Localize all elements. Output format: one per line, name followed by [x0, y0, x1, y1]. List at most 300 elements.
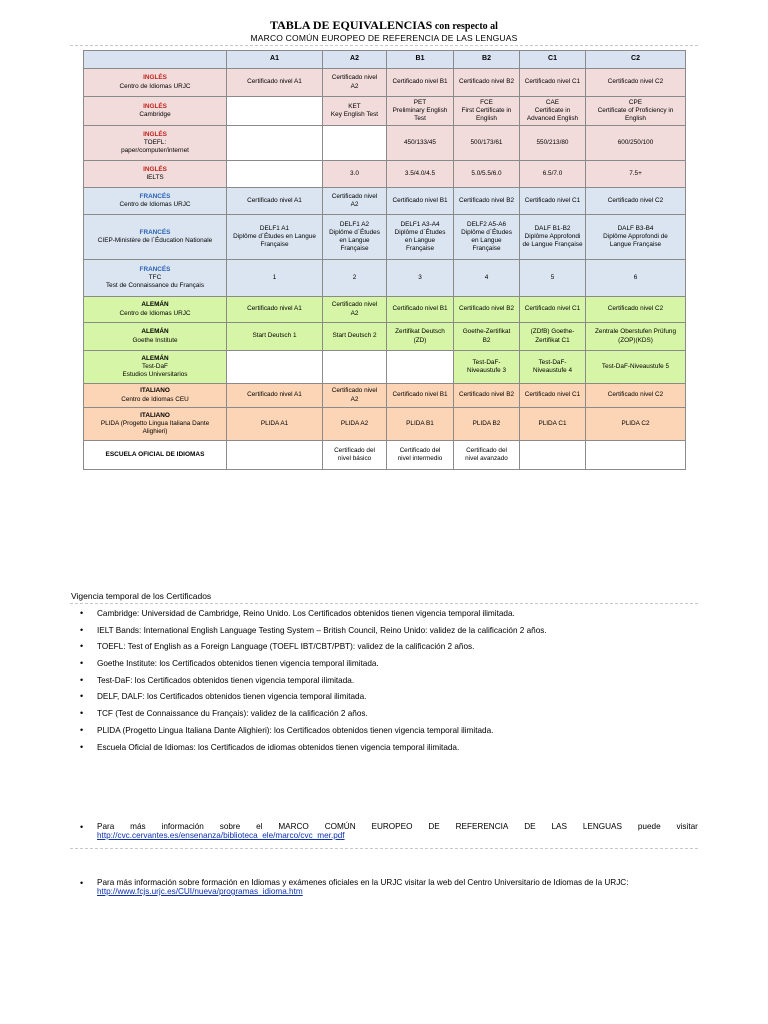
- cell-line: PLIDA C1: [538, 419, 567, 427]
- cell-line: CAE: [545, 98, 560, 106]
- word: COMÚN: [324, 822, 356, 831]
- vigencia-item-text: DELF, DALF: los Certificados obtenidos tienen vigencia temporal ilimitada.: [97, 692, 367, 702]
- cell-line: Diplôme d´Études en Langue: [233, 232, 316, 240]
- cell-line: 3: [418, 273, 422, 281]
- cell-a1: [227, 215, 323, 260]
- divider: [70, 603, 698, 604]
- cell-line: Langue Française: [609, 241, 662, 249]
- institution-cell: [84, 323, 227, 351]
- cell-line: Certificado nivel C2: [607, 196, 664, 204]
- cell-line: Goethe-Zertifikat: [462, 328, 511, 336]
- cell-line: Test-DaF-: [472, 358, 501, 366]
- cell-a1: [227, 260, 323, 297]
- institution-cell: [84, 215, 227, 260]
- cell-a2: [323, 260, 387, 297]
- cell-b1: [387, 297, 454, 323]
- cell-line: (ZD): [413, 336, 427, 344]
- cell-c1: [520, 215, 586, 260]
- document-subtitle: MARCO COMÚN EUROPEO DE REFERENCIA DE LAS LENGUAS: [250, 33, 518, 43]
- word: Para: [97, 822, 115, 831]
- cell-line: Certificate in: [534, 106, 571, 114]
- word: el: [256, 822, 263, 831]
- cell-a2: [323, 297, 387, 323]
- cell-line: Test-DaF-Niveaustufe 5: [601, 362, 670, 370]
- cell-b2: [454, 297, 520, 323]
- cell-line: A2: [350, 309, 359, 317]
- cell-line: PLIDA A1: [260, 419, 289, 427]
- cell-line: Française: [340, 245, 369, 253]
- cell-c1: [520, 260, 586, 297]
- cell-b1: [387, 441, 454, 470]
- language-label: INGLÉS: [143, 165, 167, 173]
- table-row: [84, 323, 686, 351]
- institution-cell: [84, 126, 227, 161]
- cell-line: Start Deutsch 2: [332, 332, 377, 340]
- cell-b1: [387, 188, 454, 215]
- language-label: ALEMÁN: [141, 301, 169, 309]
- table-row: [84, 297, 686, 323]
- cell-line: Certificado nivel: [331, 387, 378, 395]
- cell-line: Zertifikat C1: [535, 336, 570, 344]
- cell-b1: [387, 126, 454, 161]
- cell-line: Certificado nivel: [331, 192, 378, 200]
- cell-line: 6.5/7.0: [542, 169, 563, 177]
- cell-a2: [323, 351, 387, 384]
- institution-cell: [84, 351, 227, 384]
- cell-line: Centro de Idiomas CEU: [121, 395, 189, 403]
- table-row: [84, 215, 686, 260]
- cell-a1: [227, 126, 323, 161]
- cell-line: Française: [472, 245, 501, 253]
- cell-b2: [454, 97, 520, 126]
- divider: [70, 848, 698, 849]
- institution-cell: [84, 161, 227, 188]
- cell-b1: [387, 384, 454, 408]
- cell-c2: [586, 69, 686, 97]
- cell-b2: [454, 260, 520, 297]
- cell-line: PLIDA B1: [406, 419, 434, 427]
- table-row: [84, 69, 686, 97]
- cervantes-link[interactable]: http://cvc.cervantes.es/ensenanza/biblioteca_ele/marco/cvc_mer.pdf: [97, 831, 345, 840]
- cell-line: Certificado nivel B2: [458, 391, 515, 399]
- cell-line: Certificado nivel B2: [458, 78, 515, 86]
- cell-a2: [323, 69, 387, 97]
- cell-line: Certificado nivel B1: [392, 196, 448, 204]
- language-label: ALEMÁN: [141, 328, 169, 336]
- cell-line: DELF1 A3-A4: [400, 220, 440, 228]
- cell-a1: [227, 384, 323, 408]
- cell-b1: [387, 323, 454, 351]
- institution-cell: [84, 69, 227, 97]
- cell-b1: [387, 97, 454, 126]
- institution-cell: [84, 97, 227, 126]
- cell-line: Certificado nivel B1: [392, 305, 448, 313]
- table-row: [84, 384, 686, 408]
- vigencia-item: [80, 743, 690, 752]
- cell-line: Centro de Idiomas URJC: [119, 82, 191, 90]
- cell-b1: [387, 161, 454, 188]
- vigencia-item: [80, 692, 690, 701]
- vigencia-item-text: TCF (Test de Connaissance du Français): validez de la calificación 2 años.: [97, 709, 368, 719]
- cell-line: nivel básico: [337, 455, 372, 462]
- cell-line: Niveaustufe 3: [466, 367, 507, 374]
- vigencia-item-text: Escuela Oficial de Idiomas: los Certificados de idiomas obtenidos tienen vigencia temporal ilimitada.: [97, 742, 460, 752]
- cell-c1: [520, 188, 586, 215]
- cell-b1: [387, 260, 454, 297]
- cell-line: A2: [350, 395, 359, 403]
- word: DE: [428, 822, 440, 831]
- cell-b2: [454, 161, 520, 188]
- cell-line: English: [476, 115, 497, 123]
- cell-a1: [227, 69, 323, 97]
- more-info-urjc-text: Para más información sobre formación en Idiomas y exámenes oficiales en la URJC visitar la web del Centro Universitario de Idiomas de la URJC:: [97, 878, 629, 887]
- cell-line: 3.0: [350, 169, 359, 177]
- cell-line: First Certificate in: [461, 106, 512, 114]
- cell-line: Certificado nivel A1: [247, 391, 302, 399]
- cell-line: nivel intermedio: [397, 455, 443, 462]
- cell-b2: [454, 351, 520, 384]
- word: información: [161, 822, 204, 831]
- cell-line: nivel avanzado: [465, 455, 508, 462]
- cell-c2: [586, 188, 686, 215]
- cell-line: A2: [350, 201, 359, 208]
- word: EUROPEO: [371, 822, 413, 831]
- cell-a2: [323, 323, 387, 351]
- cell-line: CIEP-Ministère de l´Éducation Nationale: [97, 237, 213, 244]
- cell-line: 2: [352, 273, 357, 281]
- word: LAS: [551, 822, 567, 831]
- bullet: •: [80, 658, 84, 669]
- vigencia-item: [80, 726, 690, 735]
- bullet: •: [80, 608, 84, 618]
- language-label: INGLÉS: [143, 74, 167, 82]
- cell-line: Certificado nivel C2: [607, 305, 664, 313]
- cell-c1: [520, 97, 586, 126]
- cell-line: Niveaustufe 4: [532, 367, 573, 374]
- cell-line: Certificado nivel: [331, 301, 378, 309]
- cell-line: 500/173/61: [470, 138, 503, 146]
- cell-line: DALF B3-B4: [617, 224, 654, 232]
- word: puede: [637, 822, 661, 831]
- cell-c2: [586, 97, 686, 126]
- cell-line: en Langue: [339, 237, 370, 244]
- cell-c2: [586, 408, 686, 441]
- bullet: •: [80, 724, 84, 735]
- vigencia-item: [80, 626, 690, 635]
- cell-line: English: [625, 115, 646, 123]
- language-label: FRANCÉS: [139, 265, 171, 273]
- cell-line: Alighieri): [142, 428, 168, 436]
- cell-line: (ZDfB) Goethe-: [530, 328, 575, 336]
- urjc-cui-link[interactable]: http://www.fcjs.urjc.es/CUI/nueva/programas_idioma.htm: [97, 887, 303, 896]
- vigencia-item: [80, 709, 690, 718]
- cell-line: A2: [350, 82, 359, 90]
- cell-c2: [586, 297, 686, 323]
- table-row: [84, 408, 686, 441]
- cell-line: Certificado del: [466, 446, 507, 454]
- more-info-cervantes: [80, 822, 698, 840]
- cell-line: Diplôme Approfondi: [524, 232, 581, 240]
- vigencia-item-text: Cambridge: Universidad de Cambridge, Reino Unido. Los Certificados obtenidos tienen vigencia temporal ilimitada.: [97, 609, 515, 618]
- cell-a2: [323, 441, 387, 470]
- cell-line: DELF1 A1: [259, 224, 290, 232]
- language-label: INGLÉS: [143, 102, 167, 110]
- cell-line: 6: [633, 273, 638, 281]
- cell-line: Certificado nivel B1: [392, 391, 448, 399]
- cell-c2: [586, 323, 686, 351]
- more-info-text: [97, 822, 698, 831]
- cell-c2: [586, 126, 686, 161]
- cell-line: CPE: [628, 98, 643, 106]
- institution-cell: [84, 441, 227, 470]
- cell-line: Certificado del: [399, 446, 441, 454]
- header-level-c1: C1: [520, 51, 586, 69]
- cell-c2: [586, 161, 686, 188]
- word: más: [130, 822, 146, 831]
- cell-c2: [586, 260, 686, 297]
- cell-a2: [323, 215, 387, 260]
- cell-line: 600/250/100: [617, 138, 654, 146]
- table-header-row: [84, 51, 686, 69]
- header-level-a1: A1: [227, 51, 323, 69]
- vigencia-item: [80, 676, 690, 685]
- cell-line: 7.5+: [629, 169, 642, 177]
- cell-line: Française: [260, 241, 289, 249]
- cell-line: Certificate of Proficiency in: [597, 106, 674, 114]
- vigencia-list: [80, 609, 690, 759]
- cell-line: Test de Connaissance du Français: [105, 282, 205, 290]
- vigencia-title: Vigencia temporal de los Certificados: [71, 591, 212, 601]
- cell-line: Preliminary English: [392, 106, 448, 114]
- cell-line: Certificado nivel B2: [458, 196, 515, 204]
- cell-b1: [387, 69, 454, 97]
- cell-a1: [227, 351, 323, 384]
- cell-line: Estudios Universitarios: [122, 371, 188, 379]
- cell-line: Certificado nivel C2: [607, 391, 664, 399]
- cell-line: Certificado del: [334, 446, 375, 454]
- cell-c1: [520, 69, 586, 97]
- cell-line: 450/133/45: [404, 138, 436, 146]
- cell-line: B2: [482, 336, 491, 344]
- cell-line: PLIDA B2: [472, 419, 501, 427]
- bullet: •: [80, 624, 84, 635]
- cell-line: DELF2 A5-A6: [466, 220, 507, 228]
- cell-b2: [454, 323, 520, 351]
- institution-cell: [84, 408, 227, 441]
- cell-line: 5.0/5.5/6.0: [471, 169, 502, 177]
- cell-a2: [323, 161, 387, 188]
- institution-cell: [84, 297, 227, 323]
- cell-line: Key English Test: [330, 111, 379, 118]
- cell-a1: [227, 161, 323, 188]
- language-label: ALEMÁN: [141, 354, 169, 362]
- word: DE: [524, 822, 536, 831]
- cell-c1: [520, 323, 586, 351]
- table-row: [84, 161, 686, 188]
- cell-c1: [520, 441, 586, 470]
- cell-c2: [586, 215, 686, 260]
- cell-line: Diplôme d´Études: [394, 228, 446, 236]
- cell-line: KET: [348, 102, 361, 110]
- cell-c1: [520, 297, 586, 323]
- table-row: [84, 351, 686, 384]
- cell-c2: [586, 441, 686, 470]
- cell-line: Certificado nivel A1: [247, 196, 302, 204]
- cell-a1: [227, 297, 323, 323]
- cell-line: Certificado nivel A1: [247, 78, 302, 86]
- cell-line: Française: [405, 245, 435, 253]
- cell-c1: [520, 408, 586, 441]
- cell-line: 4: [484, 273, 489, 281]
- institution-cell: [84, 188, 227, 215]
- vigencia-item-text: PLIDA (Progetto Lingua Italiana Dante Alighieri): los Certificados obtenidos tienen vigencia temporal ilimitada.: [97, 725, 494, 735]
- table-row: [84, 441, 686, 470]
- bullet: •: [80, 674, 84, 685]
- bullet: •: [80, 708, 84, 719]
- cell-line: Certificado nivel C1: [524, 196, 581, 204]
- cell-line: DALF B1-B2: [534, 224, 571, 232]
- cell-a2: [323, 188, 387, 215]
- table-row: [84, 260, 686, 297]
- cell-line: Diplôme Approfondi de: [603, 232, 668, 240]
- cell-line: Advanced English: [526, 115, 579, 123]
- cell-line: en Langue: [471, 237, 502, 244]
- cell-c1: [520, 384, 586, 408]
- bullet: •: [80, 691, 84, 702]
- language-label: INGLÉS: [143, 130, 167, 138]
- cell-line: Certificado nivel: [331, 74, 378, 82]
- cell-line: PET: [413, 98, 427, 106]
- cell-b2: [454, 188, 520, 215]
- cell-b2: [454, 384, 520, 408]
- cell-line: Test: [414, 115, 426, 123]
- cell-a1: [227, 408, 323, 441]
- cell-b2: [454, 215, 520, 260]
- vigencia-item-text: TOEFL: Test of English as a Foreign Language (TOEFL IBT/CBT/PBT): validez de la calificación 2 años.: [97, 642, 475, 652]
- cell-line: TOEFL:: [143, 138, 167, 146]
- cell-line: Test-DaF: [142, 362, 168, 370]
- cell-c1: [520, 126, 586, 161]
- cell-c2: [586, 351, 686, 384]
- cell-a1: [227, 323, 323, 351]
- word: REFERENCIA: [455, 822, 509, 831]
- vigencia-item-text: Test-DaF: los Certificados obtenidos tienen vigencia temporal ilimitada.: [97, 675, 355, 685]
- cell-line: Zentrale Oberstufen Prüfung: [595, 328, 676, 336]
- cell-c1: [520, 161, 586, 188]
- cell-c1: [520, 351, 586, 384]
- institution-cell: [84, 384, 227, 408]
- table-row: [84, 188, 686, 215]
- bullet: •: [80, 878, 84, 888]
- vigencia-item-text: IELT Bands: International English Language Testing System – British Council, Reino Unido: validez de la calificación 2 años.: [97, 625, 547, 635]
- vigencia-item: [80, 659, 690, 668]
- cell-line: IELTS: [146, 174, 164, 181]
- cell-a2: [323, 384, 387, 408]
- cell-b1: [387, 215, 454, 260]
- cell-line: Certificado nivel C1: [524, 391, 581, 399]
- cell-line: Certificado nivel A1: [247, 305, 302, 313]
- cell-line: Cambridge: [139, 111, 171, 118]
- language-label: FRANCÉS: [139, 228, 171, 236]
- header-level-b1: B1: [387, 51, 454, 69]
- table-row: [84, 126, 686, 161]
- language-label: ITALIANO: [140, 387, 170, 395]
- cell-a2: [323, 126, 387, 161]
- cell-b1: [387, 408, 454, 441]
- table-row: [84, 97, 686, 126]
- cell-line: Certificado nivel C1: [524, 305, 581, 313]
- language-label: FRANCÉS: [139, 192, 171, 200]
- cell-line: 5: [550, 273, 555, 281]
- cell-line: Certificado nivel C1: [524, 78, 581, 86]
- vigencia-item: [80, 609, 690, 618]
- word: sobre: [219, 822, 241, 831]
- divider: [70, 45, 698, 46]
- more-info-urjc: [80, 878, 698, 896]
- cell-line: 550/213/80: [536, 138, 569, 146]
- cell-line: Certificado nivel B2: [458, 305, 515, 313]
- cell-b2: [454, 441, 520, 470]
- vigencia-item-text: Goethe Institute: los Certificados obtenidos tienen vigencia temporal ilimitada.: [97, 659, 379, 669]
- bullet: •: [80, 822, 84, 832]
- cell-line: (ZOP)(KDS): [618, 336, 653, 344]
- cell-line: en Langue: [404, 237, 436, 244]
- cell-line: Test-DaF-: [538, 358, 567, 366]
- cell-line: TFC: [148, 273, 162, 281]
- bullet: •: [80, 741, 84, 752]
- cell-line: Centro de Idiomas URJC: [119, 309, 191, 317]
- cell-line: Start Deutsch 1: [252, 332, 297, 340]
- document-title: TABLA DE EQUIVALENCIAS con respecto al: [270, 18, 498, 32]
- word: visitar: [676, 822, 698, 831]
- language-label: ITALIANO: [140, 411, 170, 419]
- cell-b2: [454, 126, 520, 161]
- cell-line: PLIDA (Progetto Lingua Italiana Dante: [100, 419, 210, 427]
- cell-line: 3.5/4.0/4.5: [404, 169, 436, 177]
- cell-line: DELF1 A2: [339, 220, 370, 228]
- cell-line: FCE: [480, 98, 493, 106]
- cell-line: Diplôme d´Études: [461, 228, 512, 236]
- cell-a2: [323, 408, 387, 441]
- cell-line: 1: [272, 273, 277, 281]
- cell-line: Certificado nivel C2: [607, 78, 664, 86]
- header-level-c2: C2: [586, 51, 686, 69]
- header-level-b2: B2: [454, 51, 520, 69]
- cell-b1: [387, 351, 454, 384]
- institution-cell: [84, 260, 227, 297]
- cell-line: de Langue Française: [522, 241, 583, 249]
- cell-line: PLIDA C2: [621, 419, 650, 427]
- cell-line: ESCUELA OFICIAL DE IDIOMAS: [105, 450, 205, 458]
- cell-a1: [227, 441, 323, 470]
- cell-b2: [454, 69, 520, 97]
- cell-a1: [227, 97, 323, 126]
- cell-a2: [323, 97, 387, 126]
- cell-line: Centro de Idiomas URJC: [119, 201, 191, 208]
- header-corner: [84, 51, 227, 69]
- cell-b2: [454, 408, 520, 441]
- cell-line: PLIDA A2: [340, 419, 369, 427]
- cell-c2: [586, 384, 686, 408]
- header-level-a2: A2: [323, 51, 387, 69]
- cell-line: Diplôme d´Études: [329, 228, 380, 236]
- cell-line: paper/computer/internet: [121, 147, 189, 155]
- word: LENGUAS: [582, 822, 622, 831]
- bullet: •: [80, 641, 84, 652]
- cell-line: Zertifikat Deutsch: [395, 328, 445, 336]
- cell-a1: [227, 188, 323, 215]
- word: MARCO: [278, 822, 309, 831]
